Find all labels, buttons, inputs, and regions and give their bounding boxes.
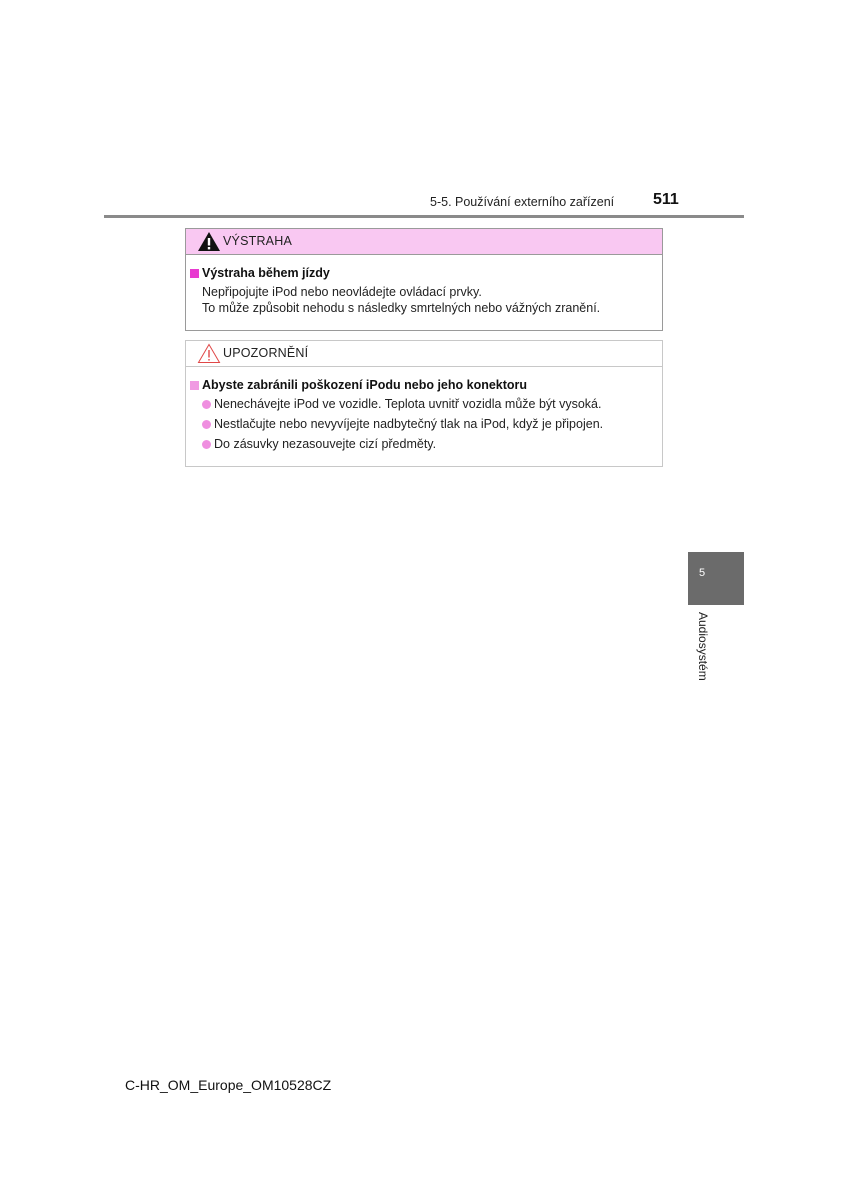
square-bullet-icon [190, 381, 199, 390]
document-code: C-HR_OM_Europe_OM10528CZ [125, 1077, 332, 1093]
caution-bullet-1 [202, 397, 601, 411]
caution-title [190, 378, 527, 392]
dot-bullet-icon [202, 440, 211, 449]
caution-bullet-2-text: Nestlačujte nebo nevyvíjejte nadbytečný tlak na iPod, když je připojen. [214, 417, 604, 431]
square-bullet-icon [190, 269, 199, 278]
warning-title-text: Výstraha během jízdy [202, 266, 330, 280]
caution-bullet-1-text: Nenechávejte iPod ve vozidle. Teplota uvnitř vozidla může být vysoká. [214, 397, 602, 411]
page-header [0, 0, 848, 220]
caution-triangle-outline-icon [197, 343, 221, 364]
chapter-tab-label: Audiosystém [696, 612, 710, 681]
caution-bullet-2 [202, 417, 603, 431]
chapter-tab [688, 552, 744, 605]
dot-bullet-icon [202, 400, 211, 409]
warning-box-header [186, 229, 662, 255]
caution-bullet-3 [202, 437, 436, 451]
warning-line-2: To může způsobit nehodu s následky smrtelných nebo vážných zranění. [202, 301, 601, 315]
warning-line-1: Nepřipojujte iPod nebo neovládejte ovládací prvky. [202, 285, 482, 299]
caution-box [185, 340, 663, 467]
dot-bullet-icon [202, 420, 211, 429]
caution-box-label: UPOZORNĚNÍ [223, 346, 309, 360]
caution-title-text: Abyste zabránili poškození iPodu nebo jeho konektoru [202, 378, 528, 392]
section-title: 5-5. Používání externího zařízení [430, 195, 615, 209]
caution-bullet-3-text: Do zásuvky nezasouvejte cizí předměty. [214, 437, 437, 451]
warning-box [185, 228, 663, 331]
warning-title [190, 266, 330, 280]
warning-triangle-filled-icon [197, 231, 221, 252]
chapter-tab-number: 5 [699, 567, 706, 579]
page-number: 511 [653, 191, 679, 208]
header-divider [104, 215, 744, 218]
warning-box-label: VÝSTRAHA [223, 234, 292, 248]
caution-box-header [186, 341, 662, 367]
